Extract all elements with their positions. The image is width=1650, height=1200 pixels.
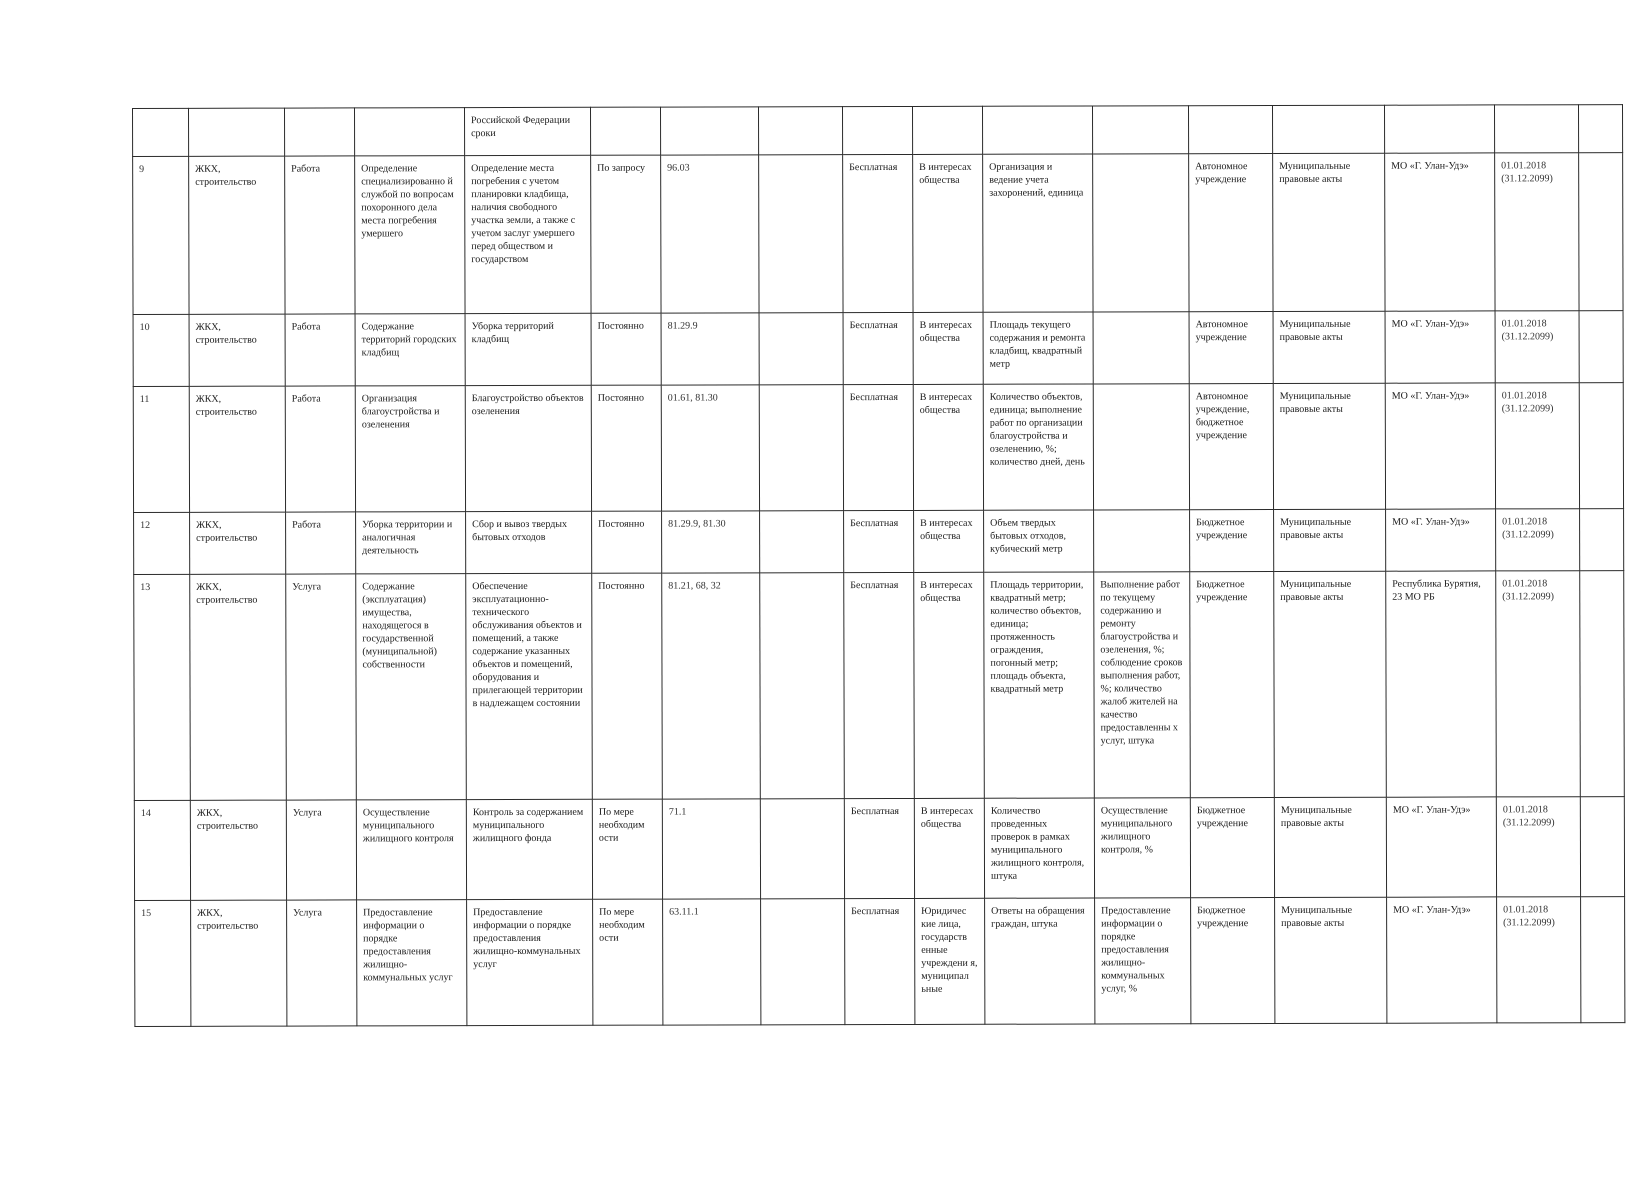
cell-consumer: В интересах общества (914, 510, 984, 572)
header-cell (1578, 105, 1622, 153)
table-row (134, 571, 1625, 801)
cell-content: Уборка территорий кладбищ (465, 313, 591, 385)
cell-blank1 (760, 573, 845, 799)
cell-condition: Постоянно (591, 313, 661, 385)
header-cell (842, 106, 912, 154)
header-cell (758, 107, 842, 155)
cell-founder: МО «Г. Улан-Удэ» (1386, 797, 1496, 897)
cell-legal: Муниципальные правовые акты (1273, 311, 1385, 383)
table-row (133, 153, 1623, 315)
table-header-row (133, 105, 1623, 157)
header-cell (285, 108, 355, 156)
cell-name: Определение специализированно й службой по вопросам похоронного дела места погребения умершего (355, 156, 465, 314)
cell-dates: 01.01.2018 (31.12.2099) (1496, 571, 1581, 797)
cell-blank1 (759, 385, 843, 511)
cell-content: Предоставление информации о порядке предоставления жилищно-коммунальных услуг (467, 899, 593, 1025)
cell-num: 14 (134, 800, 190, 900)
cell-content: Контроль за содержанием муниципального жилищного фонда (466, 799, 592, 899)
cell-consumer: Юридичес кие лица, государств енные учреждени я, муниципал ьные (915, 898, 985, 1024)
table-row (133, 311, 1623, 387)
cell-condition: Постоянно (592, 573, 663, 799)
cell-legal: Муниципальные правовые акты (1274, 571, 1387, 797)
cell-legal: Муниципальные правовые акты (1273, 153, 1385, 311)
cell-type: Работа (286, 512, 356, 574)
cell-legal: Муниципальные правовые акты (1274, 797, 1386, 897)
cell-name: Организация благоустройства и озеленения (355, 386, 465, 512)
table-row (134, 509, 1624, 575)
services-registry-table (132, 104, 1625, 1027)
cell-payment: Бесплатная (845, 898, 915, 1024)
cell-sector: ЖКХ, строительство (190, 574, 287, 800)
cell-sector: ЖКХ, строительство (190, 512, 286, 574)
cell-content: Сбор и вывоз твердых бытовых отходов (466, 511, 592, 573)
cell-institution: Автономное учреждение (1189, 154, 1273, 312)
cell-blank2 (1579, 383, 1623, 509)
cell-condition: По запросу (591, 155, 661, 313)
cell-blank2 (1580, 509, 1624, 571)
cell-type: Услуга (286, 574, 357, 800)
cell-founder: МО «Г. Улан-Удэ» (1386, 509, 1496, 571)
cell-content: Обеспечение эксплуатационно-технического обслуживания объектов и помещений, а также содержание указанных объектов и помещений, оборудования и прилегающей территории в надлежащем состоянии (466, 573, 593, 799)
cell-type: Работа (285, 156, 355, 314)
cell-founder: МО «Г. Улан-Удэ» (1385, 311, 1495, 383)
cell-name: Предоставление информации о порядке предоставления жилищно-коммунальных услуг (357, 900, 467, 1026)
table-row (135, 897, 1625, 1027)
cell-institution: Бюджетное учреждение (1190, 510, 1274, 572)
header-cell (1188, 106, 1272, 154)
header-cell (1272, 105, 1384, 153)
cell-condition: Постоянно (591, 385, 661, 511)
cell-institution: Бюджетное учреждение (1190, 798, 1274, 898)
cell-dates: 01.01.2018 (31.12.2099) (1495, 383, 1579, 509)
cell-quality: Предоставление информации о порядке предоставления жилищно-коммунальных услуг, % (1095, 898, 1191, 1024)
cell-institution: Бюджетное учреждение (1191, 898, 1275, 1024)
header-cell (1384, 105, 1494, 153)
cell-content: Благоустройство объектов озеленения (465, 385, 591, 511)
cell-blank1 (760, 799, 844, 899)
cell-num: 11 (133, 386, 189, 512)
cell-payment: Бесплатная (844, 510, 914, 572)
cell-condition: По мере необходим ости (593, 899, 663, 1025)
cell-type: Работа (285, 386, 355, 512)
header-cell (1494, 105, 1578, 153)
cell-okved: 81.29.9, 81.30 (662, 511, 760, 573)
cell-consumer: В интересах общества (914, 798, 984, 898)
cell-payment: Бесплатная (843, 384, 913, 510)
cell-quality (1093, 312, 1189, 384)
cell-name: Уборка территории и аналогичная деятельность (356, 512, 466, 574)
header-cell (590, 107, 660, 155)
cell-num: 10 (133, 314, 189, 386)
cell-okved: 01.61, 81.30 (661, 385, 759, 511)
cell-dates: 01.01.2018 (31.12.2099) (1496, 509, 1580, 571)
cell-dates: 01.01.2018 (31.12.2099) (1497, 897, 1581, 1023)
cell-type: Работа (285, 314, 355, 386)
cell-sector: ЖКХ, строительство (189, 314, 285, 386)
cell-payment: Бесплатная (844, 572, 915, 798)
cell-payment: Бесплатная (843, 154, 913, 312)
cell-okved: 81.21, 68, 32 (662, 573, 761, 799)
cell-condition: По мере необходим ости (592, 799, 662, 899)
cell-volume: Объем твердых бытовых отходов, кубический метр (984, 510, 1094, 572)
cell-blank1 (759, 155, 843, 313)
cell-founder: МО «Г. Улан-Удэ» (1387, 897, 1497, 1023)
table-row (133, 383, 1623, 513)
cell-blank2 (1580, 571, 1625, 797)
cell-blank2 (1579, 153, 1623, 311)
cell-founder: МО «Г. Улан-Удэ» (1385, 383, 1495, 509)
cell-okved: 63.11.1 (663, 899, 761, 1025)
cell-volume: Площадь текущего содержания и ремонта кладбищ, квадратный метр (983, 312, 1093, 384)
cell-name: Содержание (эксплуатация) имущества, находящегося в государственной (муниципальной) собственности (356, 574, 467, 800)
cell-name: Осуществление муниципального жилищного контроля (356, 800, 466, 900)
cell-okved: 71.1 (662, 799, 760, 899)
cell-blank1 (760, 511, 844, 573)
cell-payment: Бесплатная (843, 312, 913, 384)
cell-dates: 01.01.2018 (31.12.2099) (1495, 153, 1579, 311)
header-cell: Российской Федерации сроки (465, 107, 591, 155)
cell-sector: ЖКХ, строительство (191, 900, 287, 1026)
cell-num: 13 (134, 574, 191, 800)
cell-consumer: В интересах общества (913, 384, 983, 510)
cell-legal: Муниципальные правовые акты (1274, 509, 1386, 571)
cell-quality: Выполнение работ по текущему содержанию и ремонту благоустройства и озеленения, %; соблюдение сроков выполнения работ, %; количество жалоб жителей на качество предоставленны х услуг, штука (1094, 572, 1191, 798)
cell-blank1 (761, 899, 845, 1025)
cell-type: Услуга (286, 800, 356, 900)
cell-volume: Количество проведенных проверок в рамках муниципального жилищного контроля, штука (984, 798, 1094, 898)
header-cell (1092, 106, 1188, 154)
cell-sector: ЖКХ, строительство (189, 386, 285, 512)
cell-payment: Бесплатная (844, 798, 914, 898)
cell-quality (1094, 510, 1190, 572)
cell-legal: Муниципальные правовые акты (1275, 897, 1387, 1023)
cell-okved: 96.03 (661, 155, 759, 313)
cell-quality (1093, 384, 1189, 510)
cell-institution: Автономное учреждение (1189, 312, 1273, 384)
cell-founder: МО «Г. Улан-Удэ» (1385, 153, 1495, 311)
cell-volume: Организация и ведение учета захоронений, единица (983, 154, 1093, 312)
cell-volume: Ответы на обращения граждан, штука (985, 898, 1095, 1024)
cell-okved: 81.29.9 (661, 313, 759, 385)
cell-name: Содержание территорий городских кладбищ (355, 314, 465, 386)
cell-sector: ЖКХ, строительство (190, 800, 286, 900)
header-cell (912, 106, 982, 154)
cell-volume: Количество объектов, единица; выполнение работ по организации благоустройства и озеленению, %; количество дней, день (983, 384, 1093, 510)
cell-num: 12 (134, 512, 190, 574)
cell-consumer: В интересах общества (913, 154, 983, 312)
cell-institution: Бюджетное учреждение (1190, 572, 1275, 798)
cell-blank1 (759, 313, 843, 385)
cell-dates: 01.01.2018 (31.12.2099) (1495, 311, 1579, 383)
cell-quality: Осуществление муниципального жилищного контроля, % (1094, 798, 1190, 898)
cell-content: Определение места погребения с учетом планировки кладбища, наличия свободного участка земли, а также с учетом заслуг умершего перед обществом и государством (465, 155, 591, 313)
cell-type: Услуга (287, 900, 357, 1026)
cell-dates: 01.01.2018 (31.12.2099) (1496, 797, 1580, 897)
header-cell (133, 108, 189, 156)
cell-sector: ЖКХ, строительство (189, 156, 285, 314)
cell-volume: Площадь территории, квадратный метр; количество объектов, единица; протяженность ограждения, погонный метр; площадь объекта, квадратный метр (984, 572, 1095, 798)
header-cell (660, 107, 758, 155)
table-body (133, 105, 1625, 1027)
header-cell (189, 108, 285, 156)
cell-blank2 (1581, 897, 1625, 1023)
cell-quality (1093, 154, 1189, 312)
cell-blank2 (1580, 797, 1624, 897)
cell-consumer: В интересах общества (913, 312, 983, 384)
cell-founder: Республика Бурятия, 23 МО РБ (1386, 571, 1497, 797)
header-cell (355, 108, 465, 156)
table-row (134, 797, 1624, 901)
header-cell (982, 106, 1092, 154)
cell-num: 9 (133, 156, 189, 314)
cell-condition: Постоянно (592, 511, 662, 573)
cell-institution: Автономное учреждение, бюджетное учреждение (1189, 384, 1273, 510)
cell-consumer: В интересах общества (914, 572, 985, 798)
cell-blank2 (1579, 311, 1623, 383)
cell-legal: Муниципальные правовые акты (1273, 383, 1385, 509)
cell-num: 15 (135, 900, 191, 1026)
